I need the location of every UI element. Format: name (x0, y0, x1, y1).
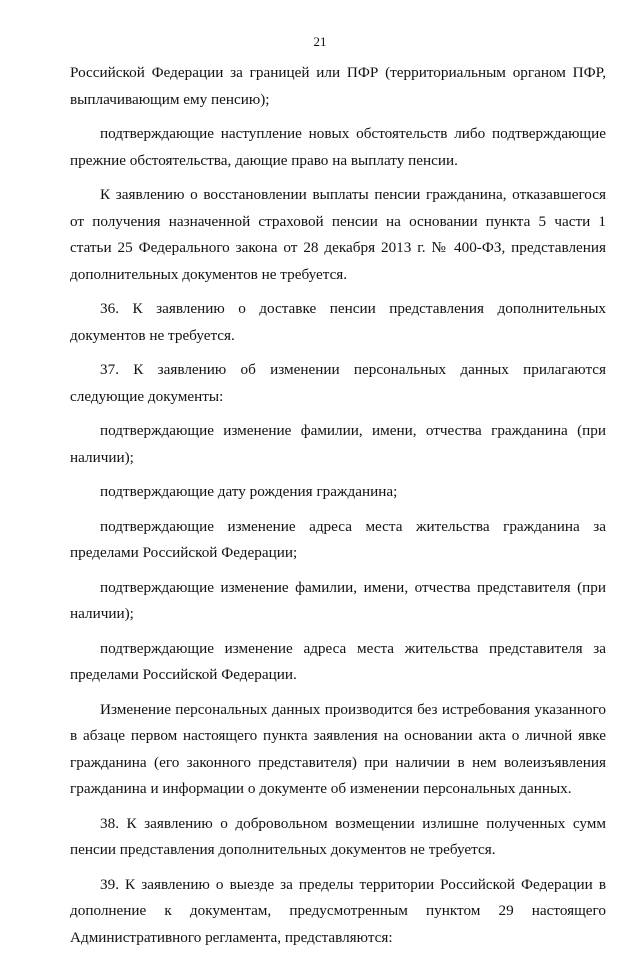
paragraph-continuation: Российской Федерации за границей или ПФР (территориальным органом ПФР, выплачивающим ему пенсию); (70, 64, 606, 108)
paragraph: подтверждающие изменение адреса места жительства представителя за пределами Российской Федерации. (70, 639, 606, 683)
paragraph: К заявлению о восстановлении выплаты пенсии гражданина, отказавшегося от получения назначенной страховой пенсии на основании пункта 5 части 1 статьи 25 Федерального закона от 28 декабря 2013 г. № 400-ФЗ, представления дополнительных документов не требуется. (70, 186, 606, 283)
paragraph-item-39: 39. К заявлению о выезде за пределы территории Российской Федерации в дополнение к документам, предусмотренным пунктом 29 настоящего Административного регламента, представляются: (70, 875, 606, 946)
paragraph: Изменение персональных данных производится без истребования указанного в абзаце первом настоящего пункта заявления на основании акта о личной явке гражданина (его законного представителя) при наличии в нем волеизъявления гражданина и информации о документе об изменении персональных данных. (70, 700, 606, 797)
paragraph: подтверждающие изменение адреса места жительства гражданина за пределами Российской Федерации; (70, 517, 606, 561)
paragraph: подтверждающие дату рождения гражданина; (100, 483, 398, 500)
paragraph: подтверждающие наступление новых обстоятельств либо подтверждающие прежние обстоятельства, дающие право на выплату пенсии. (70, 125, 606, 169)
paragraph: подтверждающие изменение фамилии, имени, отчества гражданина (при наличии); (70, 422, 606, 466)
document-body (70, 60, 606, 959)
paragraph-item-38: 38. К заявлению о добровольном возмещении излишне полученных сумм пенсии представления дополнительных документов не требуется. (70, 814, 606, 858)
paragraph-item-36: 36. К заявлению о доставке пенсии представления дополнительных документов не требуется. (70, 300, 606, 344)
paragraph-item-37: 37. К заявлению об изменении персональных данных прилагаются следующие документы: (70, 361, 606, 405)
paragraph: подтверждающие изменение фамилии, имени, отчества представителя (при наличии); (70, 578, 606, 622)
page-number: 21 (313, 34, 327, 49)
